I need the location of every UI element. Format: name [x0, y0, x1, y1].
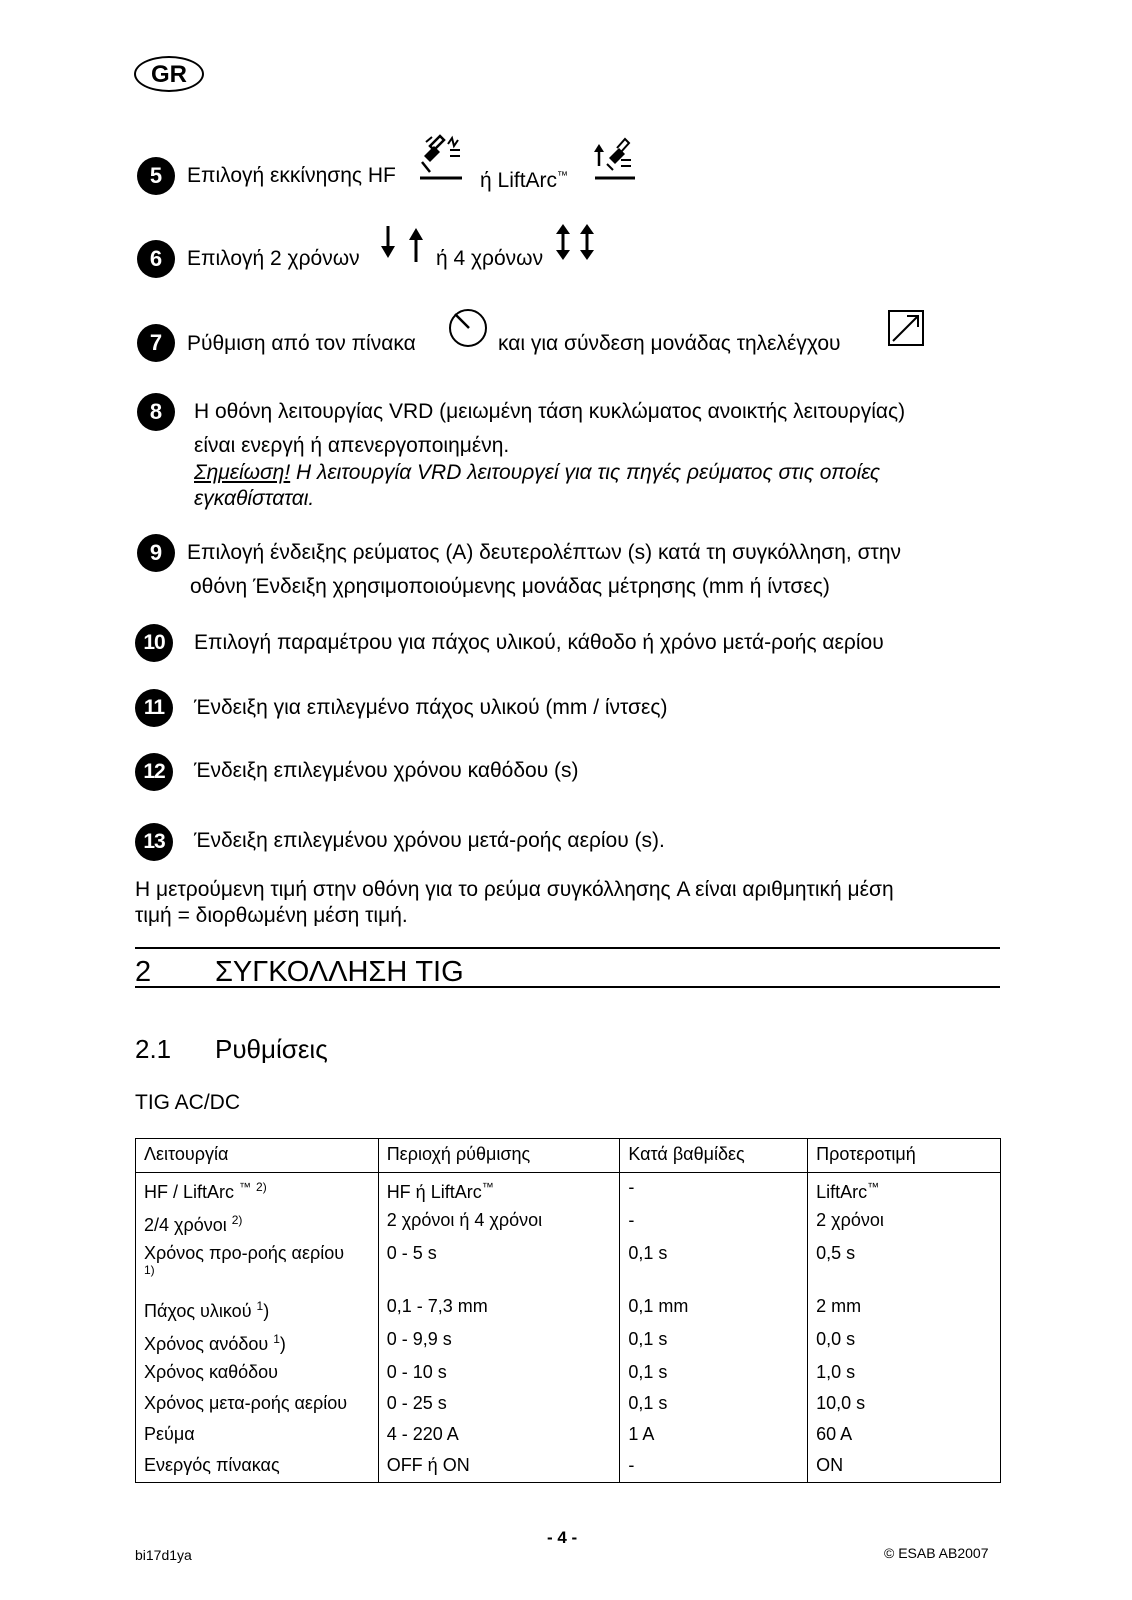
table-cell: 0,1 mm — [620, 1292, 808, 1325]
table-row — [136, 1420, 1001, 1451]
table-header-row — [136, 1139, 1001, 1173]
item-8-line-1: Η οθόνη λειτουργίας VRD (μειωμένη τάση κυκλώματος ανοικτής λειτουργίας) — [194, 400, 906, 423]
document-code: bi17d1ya — [135, 1547, 192, 1563]
item-number-5: 5 — [137, 157, 175, 195]
table-header: Προτεροτιμή — [808, 1139, 1001, 1173]
item-6-text-two-stroke: Επιλογή 2 χρόνων — [187, 247, 360, 270]
table-cell: ON — [808, 1451, 1001, 1483]
table-cell: - — [620, 1206, 808, 1239]
table-row — [136, 1451, 1001, 1483]
table-cell: 0 - 25 s — [378, 1389, 620, 1420]
item-number-11: 11 — [135, 689, 173, 727]
item-5-text-hf: Επιλογή εκκίνησης HF — [187, 164, 396, 187]
table-cell: 1 A — [620, 1420, 808, 1451]
table-row — [136, 1292, 1001, 1325]
page-number: - 4 - — [547, 1528, 578, 1547]
item-number-9: 9 — [137, 534, 175, 572]
panel-knob-icon — [447, 307, 489, 349]
item-number-8: 8 — [137, 393, 175, 431]
table-cell: LiftArc™ — [808, 1173, 1001, 1207]
table-row — [136, 1173, 1001, 1207]
table-header: Περιοχή ρύθμισης — [378, 1139, 620, 1173]
table-row — [136, 1389, 1001, 1420]
table-cell: 2 mm — [808, 1292, 1001, 1325]
item-8-note-line-2: εγκαθίσταται. — [194, 487, 315, 510]
table-cell: 0 - 9,9 s — [378, 1325, 620, 1358]
item-9-line-2: οθόνη Ένδειξη χρησιμοποιούμενης μονάδας μέτρησης (mm ή ίντσες) — [190, 575, 830, 598]
table-cell: Χρόνος καθόδου — [136, 1358, 379, 1389]
item-8-note: Σημείωση! Η λειτουργία VRD λειτουργεί για τις πηγές ρεύματος στις οποίες — [194, 461, 881, 484]
table-cell: 2 χρόνοι ή 4 χρόνοι — [378, 1206, 620, 1239]
table-cell: 10,0 s — [808, 1389, 1001, 1420]
table-row — [136, 1206, 1001, 1239]
item-number-10: 10 — [135, 624, 173, 662]
hf-start-icon — [418, 134, 464, 186]
copyright: © ESAB AB2007 — [884, 1545, 989, 1561]
item-number-6: 6 — [137, 240, 175, 278]
table-cell: 0,1 s — [620, 1325, 808, 1358]
table-cell: 0 - 5 s — [378, 1239, 620, 1292]
note-label: Σημείωση! — [194, 461, 291, 484]
table-cell: Χρόνος προ-ροής αερίου 1) — [136, 1239, 379, 1292]
table-cell: 60 A — [808, 1420, 1001, 1451]
two-stroke-icon — [378, 224, 426, 264]
section-title: ΣΥΓΚΟΛΛΗΣΗ TIG — [215, 956, 464, 988]
table-header: Κατά βαθμίδες — [620, 1139, 808, 1173]
table-row — [136, 1325, 1001, 1358]
item-number-7: 7 — [137, 324, 175, 362]
table-cell: Χρόνος μετα-ροής αερίου — [136, 1389, 379, 1420]
item-6-text-four-stroke: ή 4 χρόνων — [436, 247, 544, 270]
section-rule-bottom — [135, 986, 1000, 988]
table-row — [136, 1358, 1001, 1389]
liftarc-icon — [593, 134, 637, 184]
table-cell: Ενεργός πίνακας — [136, 1451, 379, 1483]
table-cell: 0,1 s — [620, 1239, 808, 1292]
item-12-text: Ένδειξη επιλεγμένου χρόνου καθόδου (s) — [194, 759, 579, 782]
four-stroke-icon — [553, 222, 599, 262]
item-number-13: 13 — [135, 823, 173, 861]
settings-table — [135, 1138, 1001, 1483]
subsection-title: Ρυθμίσεις — [215, 1034, 328, 1064]
table-cell: 2 χρόνοι — [808, 1206, 1001, 1239]
item-8-line-2: είναι ενεργή ή απενεργοποιημένη. — [194, 434, 510, 457]
item-7-text-panel: Ρύθμιση από τον πίνακα — [187, 332, 416, 355]
table-cell: HF / LiftArc ™ $^{2)}$ — [136, 1173, 379, 1207]
table-cell: HF ή LiftArc™ — [378, 1173, 620, 1207]
section-number: 2 — [135, 956, 152, 988]
table-cell: 0,1 - 7,3 mm — [378, 1292, 620, 1325]
table-row — [136, 1239, 1001, 1292]
section-rule-top — [135, 947, 1000, 949]
table-label: TIG AC/DC — [135, 1091, 241, 1114]
table-cell: Ρεύμα — [136, 1420, 379, 1451]
table-cell: - — [620, 1451, 808, 1483]
table-cell: 0,1 s — [620, 1389, 808, 1420]
table-cell: 1,0 s — [808, 1358, 1001, 1389]
item-5-text-liftarc: ή LiftArc™ — [480, 169, 569, 192]
item-7-text-remote: και για σύνδεση μονάδας τηλελέγχου — [498, 332, 841, 355]
item-number-12: 12 — [135, 753, 173, 791]
table-cell: 0,1 s — [620, 1358, 808, 1389]
item-11-text: Ένδειξη για επιλεγμένο πάχος υλικού (mm / ίντσες) — [194, 696, 668, 719]
table-cell: - — [620, 1173, 808, 1207]
table-header: Λειτουργία — [136, 1139, 379, 1173]
table-cell: Πάχος υλικού $^1$) — [136, 1292, 379, 1325]
table-cell: 4 - 220 A — [378, 1420, 620, 1451]
item-10-text: Επιλογή παραμέτρου για πάχος υλικού, κάθοδο ή χρόνο μετά-ροής αερίου — [194, 631, 884, 654]
remote-control-icon — [887, 309, 925, 347]
table-cell: 2/4 χρόνοι $^{2)}$ — [136, 1206, 379, 1239]
table-cell: Χρόνος ανόδου $^1$) — [136, 1325, 379, 1358]
summary-line-2: τιμή = διορθωμένη μέση τιμή. — [135, 904, 408, 927]
summary-line-1: Η μετρούμενη τιμή στην οθόνη για το ρεύμα συγκόλλησης A είναι αριθμητική μέση — [135, 878, 894, 901]
item-13-text: Ένδειξη επιλεγμένου χρόνου μετά-ροής αερίου (s). — [194, 829, 665, 852]
table-cell: 0 - 10 s — [378, 1358, 620, 1389]
language-badge: GR — [134, 56, 204, 92]
table-cell: 0,5 s — [808, 1239, 1001, 1292]
table-cell: OFF ή ON — [378, 1451, 620, 1483]
table-cell: 0,0 s — [808, 1325, 1001, 1358]
item-9-line-1: Επιλογή ένδειξης ρεύματος (A) δευτερολέπτων (s) κατά τη συγκόλληση, στην — [187, 541, 902, 564]
subsection-number: 2.1 — [135, 1034, 172, 1064]
